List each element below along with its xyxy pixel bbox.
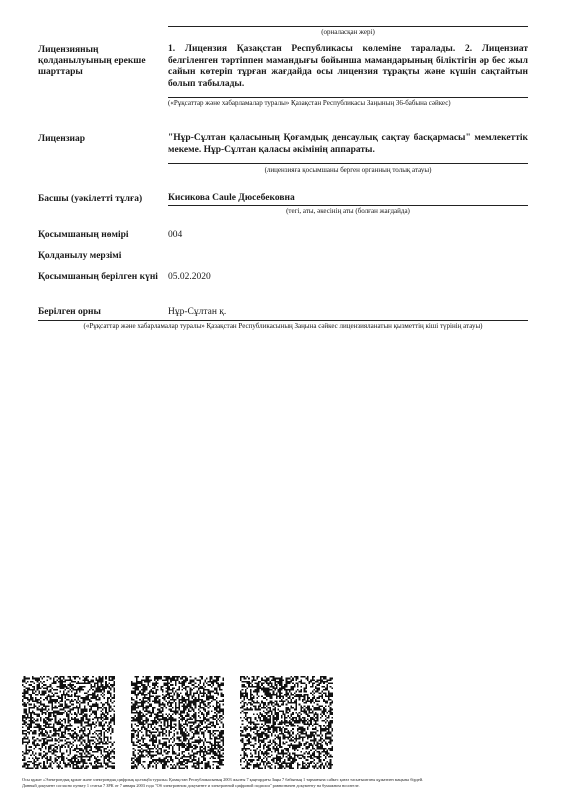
special-conditions-caption: («Рұқсаттар және хабарламалар туралы» Қазақстан Республикасы Заңының 36-бабына сәйкес)	[168, 99, 451, 107]
qr-code-2	[131, 676, 224, 769]
licensor-label: Лицензиар	[38, 134, 86, 144]
special-conditions-value: 1. Лицензия Қазақстан Республикасы көлеміне таралады. 2. Лицензиат белгіленген тәртіппен мамандығы бойынша мамандарының біліктігін әр бес жыл сайын көтеріп тұрған жағдайда осы лицензия тұрақты және күшін сақтайтын болып табылады.	[168, 44, 528, 89]
footer-kz: Осы құжат «Электрондық құжат және электрондық цифрлық қолтаңба туралы» Қазақстан Республикасының 2003 жылғы 7 қаңтардағы Заңы 7 бабының 1 тармағына сәйкес қағаз тасығыштағы құжатпен маңызы бірдей.	[22, 777, 424, 782]
special-conditions-underline	[168, 97, 528, 98]
licensor-underline	[168, 163, 528, 164]
qr-code-3	[240, 676, 333, 769]
footer-legal-note	[22, 777, 548, 789]
activity-underline	[38, 320, 528, 321]
place-caption: (орналасқан жері)	[321, 28, 375, 36]
annex-number-value: 004	[168, 230, 183, 240]
annex-number-label: Қосымшаның нөмірі	[38, 230, 129, 240]
validity-label: Қолданылу мерзімі	[38, 251, 122, 261]
issue-date-value: 05.02.2020	[168, 272, 211, 282]
place-underline	[168, 26, 528, 27]
activity-caption: («Рұқсаттар және хабарламалар туралы» Қазақстан Республикасының Заңына сәйкес лицензияланатын қызметтің кіші түрінің атауы)	[83, 322, 483, 330]
issue-date-label: Қосымшаның берілген күні	[38, 272, 158, 282]
head-value: Кисикова Саule Дюсебековна	[168, 193, 295, 203]
head-label: Басшы (уәкілетті тұлға)	[38, 194, 143, 204]
head-underline	[168, 205, 528, 206]
issue-place-value: Нұр-Сұлтан қ.	[168, 307, 227, 317]
special-conditions-label: Лицензияның қолданылуының ерекше шарттары	[38, 45, 146, 77]
qr-code-1	[22, 676, 115, 769]
footer-ru: Данный документ согласно пункту 1 статьи 7 ЗРК от 7 января 2003 года "Об электронном документе и электронной цифровой подписи" равнозначен документу на бумажном носителе.	[22, 783, 360, 788]
head-caption: (тегі, аты, әкесінің аты (болған жағдайда)	[286, 207, 410, 215]
issue-place-label: Берілген орны	[38, 307, 101, 317]
licensor-caption: (лицензияға қосымшаны берген органның толық атауы)	[264, 166, 432, 174]
licensor-value: "Нұр-Сұлтан қаласының Қоғамдық денсаулық сақтау басқармасы" мемлекеттік мекеме. Нұр-Сұлтан қаласы әкімінің аппараты.	[168, 133, 528, 155]
